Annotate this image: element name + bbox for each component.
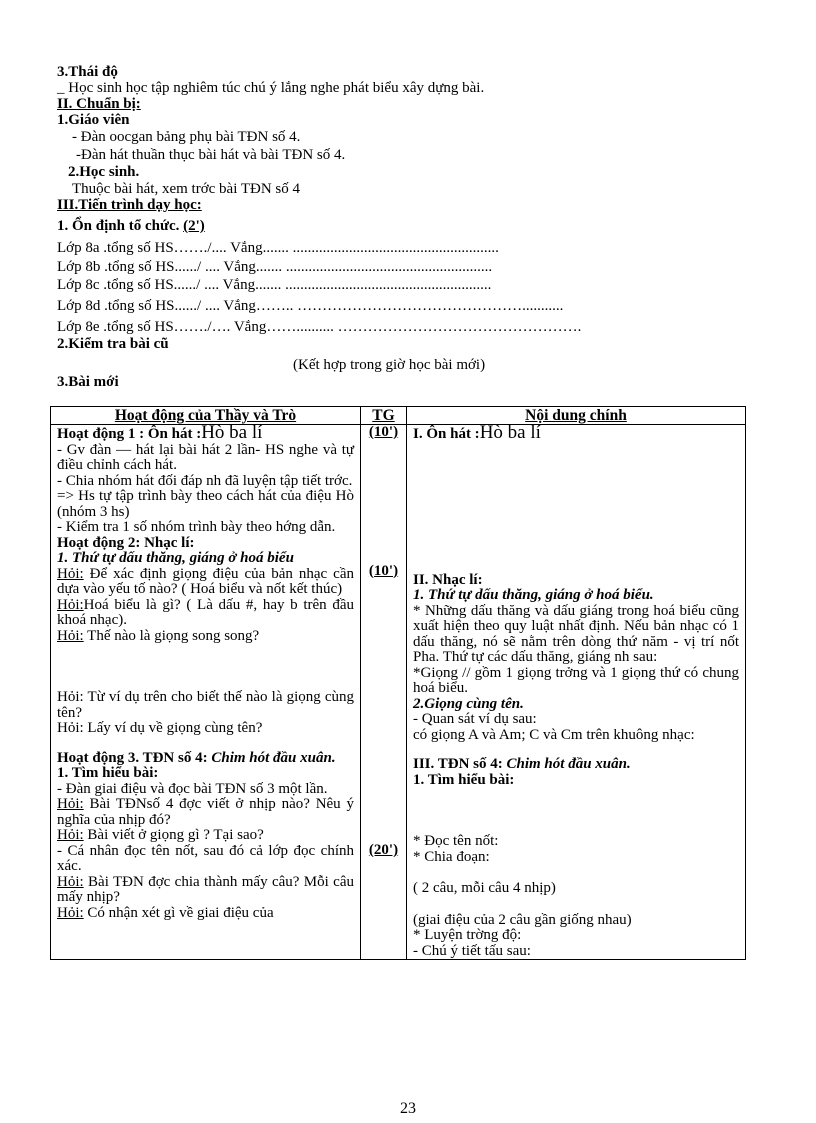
table-header-row [51,407,746,425]
preparation-heading: II. Chuẩn bị: [57,96,141,112]
process-heading: III.Tiến trình dạy học: [57,197,202,213]
header-activities: Hoạt động của Thầy và Trò [51,407,361,425]
act2-question-2: Hỏi:Hoá biểu là gì? ( Là dấu #, hay b trên đầu khoá nhạc). [57,596,354,628]
content-3-song: Chim hót đầu xuân. [506,756,631,772]
teacher-heading: 1.Giáo viên [57,112,130,128]
lesson-table [50,406,746,960]
student-heading: 2.Học sinh. [68,164,140,180]
organization-heading [57,218,205,234]
act1-song: Hò ba lí [201,422,263,443]
time-activity-2: (10') [368,562,399,579]
act3-line-1: - Đàn giai điệu và đọc bài TĐN số 3 một lần. [57,780,328,797]
content-1-song: Hò ba lí [479,422,541,443]
content-2-line-4: có giọng A và Am; C và Cm trên khuông nhạc: [413,726,695,743]
student-text: Thuộc bài hát, xem trớc bài TĐN số 4 [72,181,301,197]
class-line-8b: Lớp 8b .tổng số HS....../ .... Vắng....... ....................................................... [57,259,493,275]
content-1-title: I. Ôn hát :Hò ba lí [413,422,541,443]
time-column [361,425,407,960]
act2-sub: 1. Thứ tự dấu thăng, giáng ở hoá biểu [57,550,294,566]
act2-title: Hoạt động 2: Nhạc lí: [57,534,195,551]
content-3-line-5: * Luyện trờng độ: [413,927,522,943]
attitude-text: _ Học sinh học tập nghiêm túc chú ý lắng nghe phát biểu xây dựng bài. [57,80,485,96]
content-2-title: II. Nhạc lí: [413,571,483,588]
content-2-line-1: * Những dấu thăng và dấu giáng trong hoá biểu cũng xuất hiện theo quy luật nhất định. Nếu bản nhạc có 1 dấu thăng, nó sẽ nằm trên dòng thứ năm - vị trí nốt Pha. Thứ tự các dấu thăng, giáng nh sau: [413,602,739,665]
act2-question-3: Hỏi: Thế nào là giọng song song? [57,627,260,644]
time-activity-3: (20') [368,842,399,858]
act1-line-3: => Hs tự tập trình bày theo cách hát của điệu Hò (nhóm 3 hs) [57,488,354,520]
act2-question-1: Hỏi: Để xác định giọng điệu của bản nhạc cần dựa vào yếu tố nào? ( Hoá biểu và nốt kết thúc) [57,565,354,597]
content-column [407,422,746,960]
old-lesson-heading: 2.Kiểm tra bài cũ [57,336,169,352]
content-3-title: III. TĐN số 4: Chim hót đầu xuân. [413,756,631,772]
act1-line-1: - Gv đàn — hát lại bài hát 2 lần- HS nghe và tự điều chỉnh cách hát. [57,441,354,473]
content-2-line-2: *Giọng // gồm 1 giọng trởng và 1 giọng thứ có chung hoá biểu. [413,664,739,696]
table-body-row [51,425,746,960]
attitude-heading: 3.Thái độ [57,64,118,80]
act3-question-4: Hỏi: Có nhận xét gì về giai điệu của [57,904,274,921]
content-3-line-6: - Chú ý tiết tấu sau: [413,942,531,959]
act3-sub: 1. Tìm hiểu bài: [57,765,159,781]
content-3-line-4: (giai điệu của 2 câu gần giống nhau) [413,911,632,928]
content-2-sub2: 2.Giọng cùng tên. [413,695,524,712]
page-number: 23 [400,1100,416,1117]
act1-line-2: - Chia nhóm hát đối đáp nh đã luyện tập tiết trớc. [57,472,353,489]
act1-title: Hoạt động 1 : Ôn hát :Hò ba lí [57,422,263,443]
content-2-line-3: - Quan sát ví dụ sau: [413,711,537,727]
class-line-8a: Lớp 8a .tổng số HS……./.... Vắng....... ....................................................... [57,240,499,256]
content-3-line-2: * Chia đoạn: [413,848,490,865]
act3-title: Hoạt động 3. TĐN số 4: Chim hót đầu xuân. [57,749,336,766]
act3-question-3: Hỏi: Bài TĐN đợc chia thành mấy câu? Mỗi câu mấy nhịp? [57,873,354,905]
act2-question-5: Hỏi: Lấy ví dụ về giọng cùng tên? [57,720,263,736]
new-lesson-heading: 3.Bài mới [57,374,119,390]
act2-question-4: Hỏi: Từ ví dụ trên cho biết thế nào là giọng cùng tên? [57,689,354,721]
act3-line-2: - Cá nhân đọc tên nốt, sau đó cả lớp đọc chính xác. [57,842,354,874]
activities-column [51,422,361,960]
content-3-line-1: * Đọc tên nốt: [413,833,499,849]
organization-time: (2') [183,218,205,234]
class-line-8d: Lớp 8d .tổng số HS....../ .... Vắng…….. ………………………………………........... [57,298,564,314]
organization-title: 1. Ổn định tổ chức. [57,218,180,234]
act3-song: Chim hót đầu xuân. [211,749,336,766]
time-activity-1: (10') [368,424,399,440]
content-2-sub: 1. Thứ tự dấu thăng, giáng ở hoá biểu. [413,587,654,603]
content-3-line-3: ( 2 câu, mỗi câu 4 nhịp) [413,880,556,896]
content-3-sub: 1. Tìm hiểu bài: [413,771,515,788]
act3-question-1: Hỏi: Bài TĐNsố 4 đợc viết ở nhịp nào? Nêu ý nghĩa của nhịp đó? [57,796,354,828]
old-lesson-note: (Kết hợp trong giờ học bài mới) [293,357,486,373]
teacher-item-1: - Đàn oocgan bảng phụ bài TĐN số 4. [72,129,301,145]
class-line-8e: Lớp 8e .tổng số HS……./…. Vắng…….......... …………………………………………. [57,319,582,335]
header-content: Nội dung chính [407,407,746,425]
act1-line-4: - Kiểm tra 1 số nhóm trình bày theo hớng dẫn. [57,519,336,535]
header-time: TG [361,407,407,425]
teacher-item-2: -Đàn hát thuần thục bài hát và bài TĐN số 4. [76,147,346,163]
class-line-8c: Lớp 8c .tổng số HS....../ .... Vắng....... ....................................................... [57,277,492,293]
act3-question-2: Hỏi: Bài viết ở giọng gì ? Tại sao? [57,827,264,843]
